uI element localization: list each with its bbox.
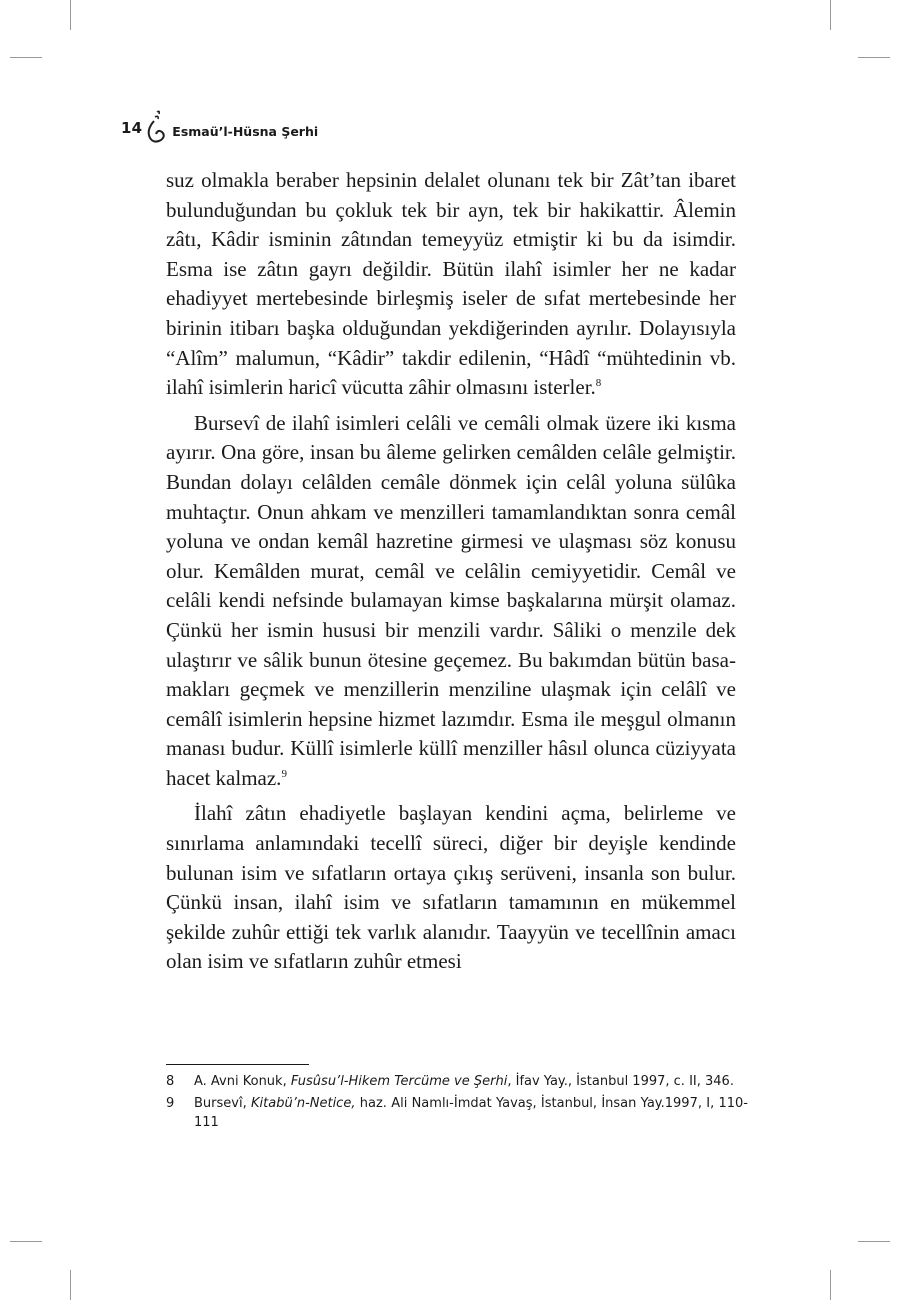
crop-mark	[830, 0, 831, 30]
cited-work-title: Kitabü’n-Netice,	[251, 1096, 356, 1111]
cited-work-title: Fusûsu’l-Hikem Tercüme ve Şerhi	[290, 1074, 508, 1089]
paragraph: Bursevî de ilahî isimleri celâli ve cemâli olmak üzere iki kısma ayırır. Ona göre, insan bu âleme gelirken cemâlden celâle gelmiştir. Bundan dolayı celâlden cemâle dönmek için celâl yoluna sülûka muhtaçtır. Onun ahkam ve menzilleri tamamlandıktan sonra cemâl yoluna ve ondan kemâl hazretine girmesi ve ulaşması söz konusu olur. Kemâlden murat, cemâl ve celâlin cemiyyetidir. Cemâl ve celâli kendi nefsinde bulamayan kimse başkalarına mürşit olamaz. Çünkü her ismin hususi bir menzili vardır. Sâliki o menzile dek ulaştırır ve sâlik bunun ötesine geçemez. Bu bakımdan bütün basamakları geçmek ve menzillerin menziline ulaşmak için celâlî ve cemâlî isimlerin hepsine hizmet lazımdır. Esma ile meşgul olmanın manası budur. Küllî isimlerle küllî menziller hâsıl olunca cüziyyata hacet kalmaz.$^9$	[166, 410, 736, 790]
footnote-text: A. Avni Konuk, Fusûsu’l-Hikem Tercüme ve Şerhi, İfav Yay., İstanbul 1997, c. II, 346.	[194, 1074, 734, 1089]
crop-mark	[830, 1270, 831, 1300]
paragraph: suz olmakla beraber hepsinin delalet olunanı tek bir Zât’tan ibaret bulunduğundan bu çokluk tek bir ayn, tek bir hakikattir. Âlemin zâtı, Kâdir isminin zâtından temeyyüz etmiştir ki bu da isimdir. Esma ise zâtın gayrı değildir. Bütün ilahî isimler her ne kadar ehadiyyet mertebesinde birleşmiş iseler de sıfat mertebesinde her birinin itibarı başka olduğundan yekdiğerinden ayrılır. Dolayısıyla “Alîm” malumun, “Kâdir” takdir edilenin, “Hâdî “mühtedinin vb. ilahî isimlerin haricî vücutta zâhir olmasını isterler.$^8$	[166, 168, 736, 400]
running-title: Esmaü’l-Hüsna Şerhi	[172, 123, 319, 139]
page-number: 14	[121, 119, 143, 137]
footnote-number: 8	[166, 1074, 175, 1089]
footnote-text: Bursevî, Kitabü’n-Netice, haz. Ali Namlı-İmdat Yavaş, İstanbul, İnsan Yay.1997, I, 110-111	[194, 1096, 748, 1130]
crop-mark	[70, 1270, 71, 1300]
paragraph: İlahî zâtın ehadiyetle başlayan kendini açma, belirleme ve sınırlama anlamındaki tecellî süreci, diğer bir deyişle kendinde bulunan isim ve sıfatların ortaya çıkış serüveni, insanla son bulur. Çünkü insan, ilahî isim ve sıfatların tamamının en mükemmel şekilde zuhûr ettiği tek varlık alanıdır. Taayyün ve tecellînin amacı olan isim ve sıfatların zuhûr etmesi	[166, 801, 736, 974]
footnote-reference: 9	[281, 767, 287, 780]
running-head	[121, 108, 318, 148]
crop-mark	[10, 57, 42, 58]
footnote-reference: 8	[595, 377, 602, 390]
body-text	[166, 166, 736, 983]
footnote	[166, 1072, 748, 1091]
footnote	[166, 1094, 748, 1132]
crop-mark	[858, 1241, 890, 1242]
calligraphy-ornament-icon	[144, 108, 168, 148]
footnote-number: 9	[166, 1096, 175, 1111]
crop-mark	[10, 1241, 42, 1242]
crop-mark	[70, 0, 71, 30]
footnote-separator	[166, 1064, 309, 1065]
crop-mark	[858, 57, 890, 58]
footnotes	[166, 1072, 748, 1135]
